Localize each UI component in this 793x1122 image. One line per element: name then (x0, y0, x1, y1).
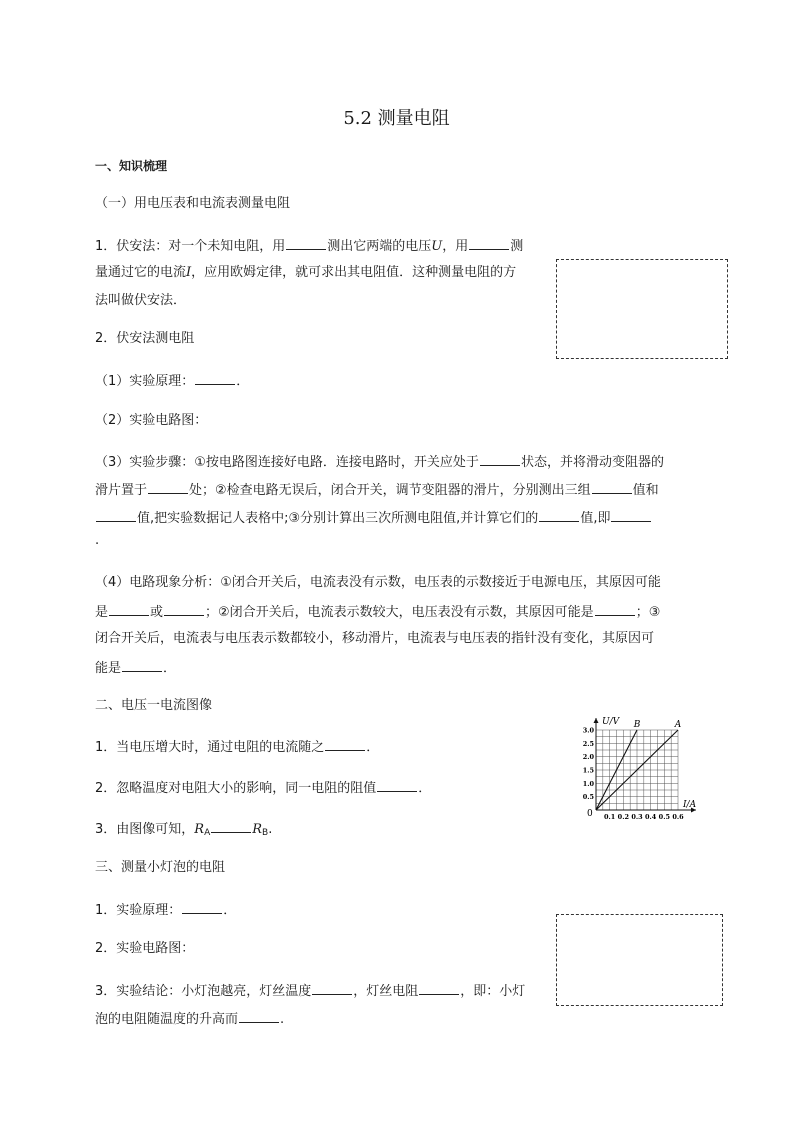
section-2-paragraph-1: 1．当电压增大时，通过电阻的电流随之 ． (95, 737, 379, 757)
paragraph-1-line-3: 法叫做伏安法． (95, 293, 187, 308)
y-tick-label: 1.5 (582, 766, 594, 775)
blank (595, 602, 635, 616)
series-label-a: A (674, 720, 682, 730)
section-2-paragraph-3: 3．由图像可知，$R_A$ $R_B$. (95, 819, 272, 842)
paragraph-4: （2）实验电路图： (95, 413, 208, 428)
series-label-b: B (633, 720, 641, 730)
x-tick-label: 0.1 (604, 813, 616, 821)
section-3-paragraph-3-line-1: 3．实验结论：小灯泡越亮，灯丝温度 ，灯丝电阻 ，即：小灯 (95, 981, 525, 1001)
paragraph-1-line-1: 1．伏安法：对一个未知电阻，用 测出它两端的电压U，用 测 (95, 236, 523, 256)
section-1-heading: 一、知识梳理 (95, 159, 168, 173)
paragraph-5-line-3: 值,把实验数据记人表格中;③分别计算出三次所测电阻值,并计算它们的 值,即 (95, 508, 652, 528)
paragraph-6-line-4: 能是 ． (95, 658, 176, 678)
blank (195, 371, 235, 385)
blank (539, 508, 579, 522)
blank (286, 236, 326, 250)
x-tick-label: 0.6 (672, 813, 684, 821)
paragraph-3: （1）实验原理： ． (95, 371, 249, 391)
y-axis-label: U/V (602, 717, 620, 727)
section-3-paragraph-3-line-2: 泡的电阻随温度的升高而 . (95, 1009, 284, 1029)
blank (148, 480, 188, 494)
blank (611, 508, 651, 522)
paragraph-6-line-3: 闭合开关后，电流表与电压表示数都较小，移动滑片，电流表与电压表的指针没有变化，其原因可 (95, 631, 655, 646)
section-2-heading: 二、电压一电流图像 (95, 698, 213, 713)
blank (592, 480, 632, 494)
blank (96, 508, 136, 522)
section-3-paragraph-2: 2．实验电路图： (95, 941, 195, 956)
y-tick-label: 3.0 (582, 726, 594, 735)
blank (211, 819, 251, 833)
paragraph-1-line-2: 量通过它的电流I，应用欧姆定律，就可求出其电阻值．这种测量电阻的方 (95, 265, 517, 280)
y-tick-label: 2.5 (582, 739, 594, 748)
y-tick-label: 2.0 (582, 753, 594, 762)
paragraph-6-line-1: （4）电路现象分析：①闭合开关后，电流表没有示数，电压表的示数接近于电源电压，其原因可能 (95, 575, 661, 590)
section-2-paragraph-2: 2．忽略温度对电阻大小的影响，同一电阻的阻值 ． (95, 778, 431, 798)
x-axis-label: I/A (683, 800, 697, 810)
x-tick-label: 0.5 (658, 813, 670, 821)
y-tick-label: 1.0 (582, 779, 594, 788)
x-tick-label: 0.3 (631, 813, 643, 821)
blank (469, 236, 509, 250)
blank (164, 602, 204, 616)
blank (312, 981, 352, 995)
blank (480, 452, 520, 466)
diagram-placeholder-box-2 (556, 914, 723, 1006)
blank (239, 1009, 279, 1023)
blank (419, 981, 459, 995)
blank (377, 778, 417, 792)
paragraph-6-line-2: 是 或 ；②闭合开关后，电流表示数较大，电压表没有示数，其原因可能是 ；③ (95, 602, 660, 622)
blank (122, 658, 162, 672)
blank (325, 737, 365, 751)
x-tick-label: 0.4 (645, 813, 657, 821)
section-3-heading: 三、测量小灯泡的电阻 (95, 860, 226, 875)
paragraph-5-line-2: 滑片置于 处；②检查电路无误后，闭合开关，调节变阻器的滑片，分别测出三组 值和 (95, 480, 659, 500)
blank (182, 900, 222, 914)
y-tick-label: 0.5 (582, 793, 594, 802)
y-axis-arrow (594, 718, 599, 723)
paragraph-5-line-4: . (95, 533, 100, 548)
diagram-placeholder-box (556, 259, 728, 359)
page-title: 5.2 测量电阻 (343, 108, 450, 129)
paragraph-2: 2．伏安法测电阻 (95, 331, 195, 346)
voltage-current-graph (580, 714, 715, 824)
subsection-heading: （一）用电压表和电流表测量电阻 (95, 196, 291, 211)
origin-label: 0 (587, 809, 593, 819)
paragraph-5-line-1: （3）实验步骤：①按电路图连接好电路．连接电路时，开关应处于 状态，并将滑动变阻器的 (95, 452, 664, 472)
section-3-paragraph-1: 1．实验原理： ． (95, 900, 236, 920)
blank (109, 602, 149, 616)
x-tick-label: 0.2 (617, 813, 629, 821)
